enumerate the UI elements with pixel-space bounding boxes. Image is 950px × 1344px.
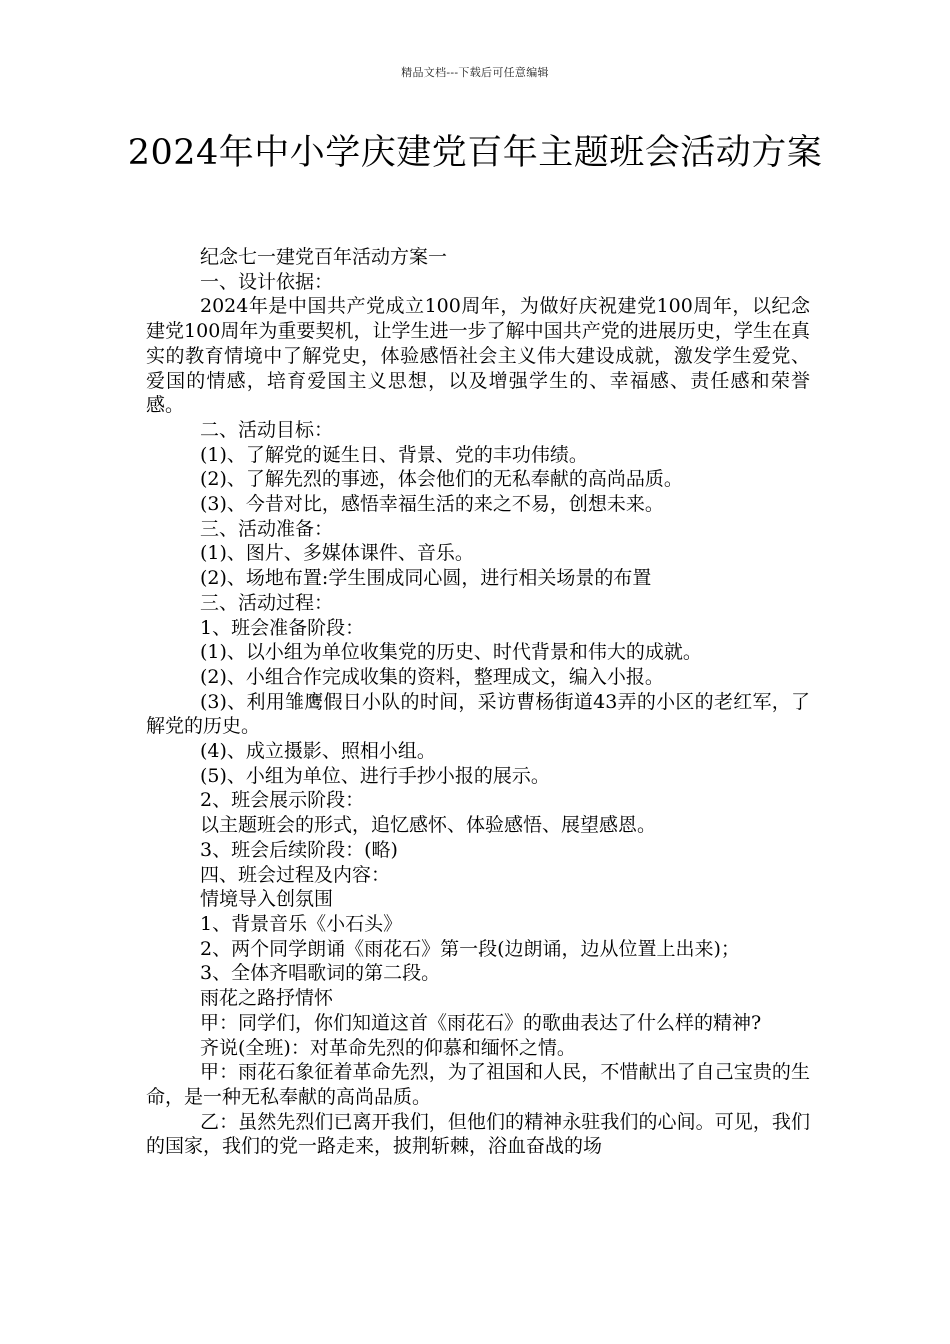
- paragraph: (4)、成立摄影、照相小组。: [200, 740, 436, 763]
- paragraph: (1)、图片、多媒体课件、音乐。: [200, 542, 474, 565]
- paragraph: 齐说(全班)：对革命先烈的仰慕和缅怀之情。: [200, 1036, 576, 1059]
- paragraph: 纪念七一建党百年活动方案一: [200, 246, 448, 268]
- paragraph: (3)、今昔对比，感悟幸福生活的来之不易，创想未来。: [200, 493, 664, 516]
- paragraph: 1、班会准备阶段：: [200, 616, 365, 639]
- paragraph: 雨花之路抒情怀: [200, 987, 334, 1010]
- paragraph: 乙：虽然先烈们已离开我们，但他们的精神永驻我们的心间。可见，我们的国家，我们的党一路走来，披荆斩棘，浴血奋战的场: [146, 1110, 810, 1158]
- paragraph: (2)、了解先烈的事迹，体会他们的无私奉献的高尚品质。: [200, 468, 683, 491]
- paragraph: 情境导入创氛围: [200, 888, 334, 911]
- paragraph: 二、活动目标：: [200, 418, 334, 441]
- paragraph: 三、活动准备：: [200, 517, 334, 540]
- paragraph: (5)、小组为单位、进行手抄小报的展示。: [200, 764, 550, 787]
- paragraph: 甲：同学们，你们知道这首《雨花石》的歌曲表达了什么样的精神?: [200, 1011, 762, 1034]
- document-title: 2024年中小学庆建党百年主题班会活动方案: [127, 133, 823, 173]
- paragraph: 三、活动过程：: [200, 591, 334, 614]
- paragraph: (2)、小组合作完成收集的资料，整理成文，编入小报。: [200, 665, 664, 688]
- paragraph: 3、班会后续阶段：(略): [200, 838, 398, 861]
- paragraph: 一、设计依据：: [200, 270, 334, 293]
- paragraph: (2)、场地布置:学生围成同心圆，进行相关场景的布置: [200, 567, 652, 590]
- document-body: [146, 245, 810, 1159]
- paragraph: 3、全体齐唱歌词的第二段。: [200, 962, 441, 985]
- paragraph: 甲：雨花石象征着革命先烈，为了祖国和人民，不惜献出了自己宝贵的生命，是一种无私奉献的高尚品质。: [146, 1061, 810, 1108]
- paragraph: 1、背景音乐《小石头》: [200, 912, 403, 935]
- paragraph: 四、班会过程及内容：: [200, 863, 391, 886]
- paragraph: 以主题班会的形式，追忆感怀、体验感悟、展望感恩。: [200, 814, 657, 837]
- paragraph: 2、两个同学朗诵《雨花石》第一段(边朗诵，边从位置上出来)；: [200, 937, 740, 960]
- paragraph: 2、班会展示阶段：: [200, 789, 365, 812]
- paragraph: (3)、利用雏鹰假日小队的时间，采访曹杨街道43弄的小区的老红军，了解党的历史。: [146, 690, 810, 738]
- page-header-watermark: 精品文档---下载后可任意编辑: [401, 66, 549, 79]
- paragraph: (1)、以小组为单位收集党的历史、时代背景和伟大的成就。: [200, 641, 702, 664]
- paragraph: 2024年是中国共产党成立100周年，为做好庆祝建党100周年，以纪念建党100周年为重要契机，让学生进一步了解中国共产党的进展历史，学生在真实的教育情境中了解党史，体验感悟社会主义伟大建设成就，激发学生爱党、爱国的情感，培育爱国主义思想，以及增强学生的、幸福感、责任感和荣誉感。: [146, 295, 810, 417]
- paragraph: (1)、了解党的诞生日、背景、党的丰功伟绩。: [200, 443, 588, 466]
